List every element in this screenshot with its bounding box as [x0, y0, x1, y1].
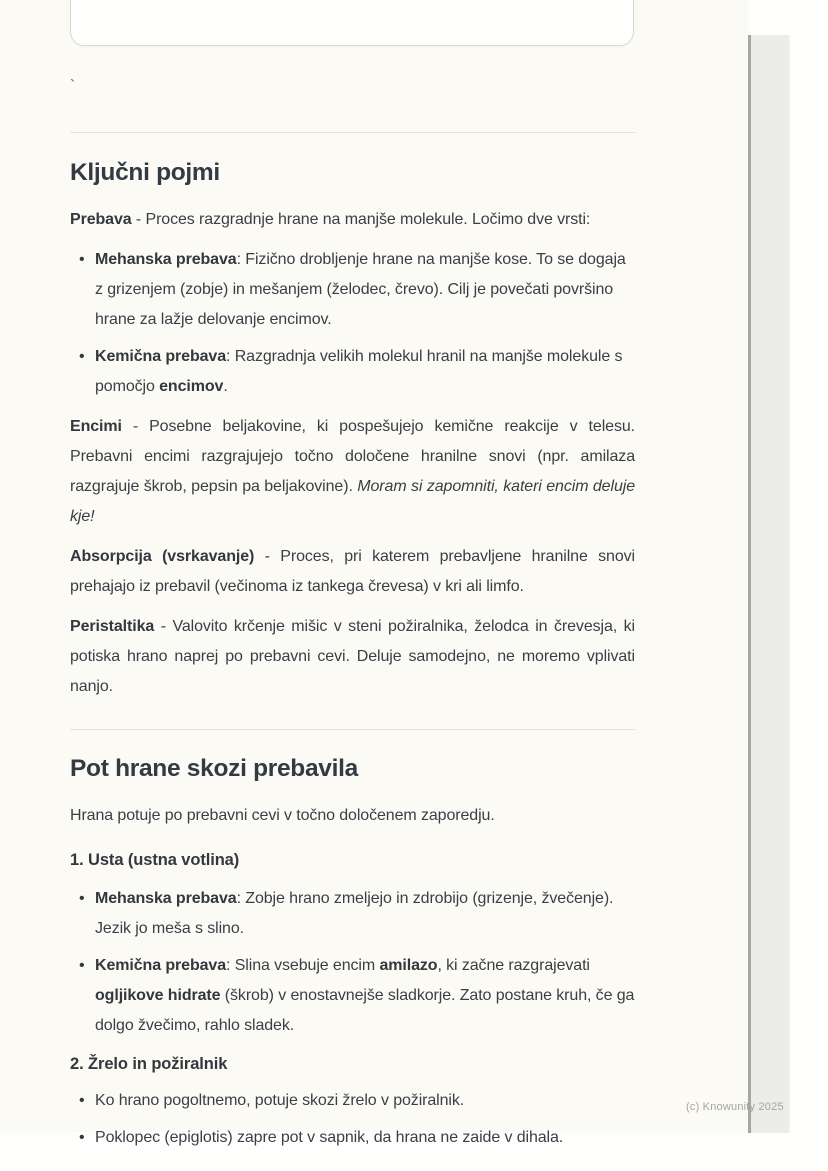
term-absorpcija: Absorpcija (vsrkavanje) — [70, 548, 255, 565]
usta-bullet-list — [70, 884, 635, 1041]
paragraph-prebava — [70, 205, 635, 235]
section-title-key-terms: Ključni pojmi — [70, 159, 220, 186]
term-encimov: encimov — [159, 378, 224, 395]
term-ogljikove-hidrate: ogljikove hidrate — [95, 987, 221, 1004]
watermark-text: (c) Knowunity 2025 — [686, 1101, 784, 1113]
list-item-usta-kemicna — [70, 951, 635, 1041]
paragraph-peristaltika — [70, 612, 635, 702]
section-title-food-path: Pot hrane skozi prebavila — [70, 755, 358, 782]
page-content — [70, 0, 635, 1153]
paragraph-prebava-text: - Proces razgradnje hrane na manjše molekule. Ločimo dve vrsti: — [131, 211, 591, 228]
list-item-text: , ki začne razgrajevati — [437, 957, 590, 974]
section-divider-2 — [70, 729, 635, 730]
term-mehanska-prebava-2: Mehanska prebava — [95, 890, 237, 907]
key-terms-bullet-list — [70, 245, 635, 402]
paragraph-absorpcija-text: - Proces, pri katerem prebavljene hranilne snovi prehajajo iz prebavil (večinoma iz tankega črevesa) v kri ali limfo. — [70, 548, 635, 595]
term-encimi: Encimi — [70, 418, 122, 435]
paragraph-encimi-text: - Posebne beljakovine, ki pospešujejo kemične reakcije v telesu. Prebavni encimi razgrajujejo točno določene hranilne snovi (npr. amilaza razgrajuje škrob, pepsin pa beljakovine). — [70, 418, 635, 495]
section-divider-1 — [70, 132, 635, 133]
scrollbar[interactable] — [748, 35, 790, 1133]
list-item-text: : Razgradnja velikih molekul hranil na manjše molekule s pomočjo — [95, 348, 623, 395]
step-heading-usta: 1. Usta (ustna votlina) — [70, 851, 240, 869]
list-item-text: : Slina vsebuje encim — [226, 957, 380, 974]
paragraph-food-path-intro: Hrana potuje po prebavni cevi v točno določenem zaporedju. — [70, 807, 495, 824]
term-mehanska-prebava: Mehanska prebava — [95, 251, 237, 268]
list-item-text: : Fizično drobljenje hrane na manjše kose. To se dogaja z grizenjem (zobje) in mešanjem (želodec, črevo). Cilj je povečati površino hrane za lažje delovanje encimov. — [95, 251, 626, 328]
zrelo-bullet-list — [70, 1086, 635, 1153]
term-kemicna-prebava: Kemična prebava — [95, 348, 227, 365]
paragraph-encimi — [70, 412, 635, 532]
paragraph-peristaltika-text: - Valovito krčenje mišic v steni požiralnika, želodca in črevesja, ki potiska hrano naprej po prebavni cevi. Deluje samodejno, ne moremo vplivati nanjo. — [70, 618, 635, 695]
term-kemicna-prebava-2: Kemična prebava — [95, 957, 227, 974]
list-item-kemicna-prebava — [70, 342, 635, 402]
paragraph-absorpcija — [70, 542, 635, 602]
list-item-usta-mehanska — [70, 884, 635, 944]
list-item-text: : Zobje hrano zmeljejo in zdrobijo (grizenje, žvečenje). Jezik jo meša s slino. — [95, 890, 614, 937]
list-item-poklopec: • Poklopec (epiglotis) zapre pot v sapnik, da hrana ne zaide v dihala. — [70, 1123, 635, 1153]
list-item-pogoltnemo: • Ko hrano pogoltnemo, potuje skozi žrelo v požiralnik. — [70, 1086, 635, 1116]
term-peristaltika: Peristaltika — [70, 618, 155, 635]
stray-backtick: ` — [70, 77, 75, 94]
step-heading-zrelo: 2. Žrelo in požiralnik — [70, 1055, 228, 1073]
list-item-text-end: . — [223, 378, 228, 395]
list-item-mehanska-prebava — [70, 245, 635, 335]
term-amilazo: amilazo — [379, 957, 438, 974]
list-item-text: (škrob) v enostavnejše sladkorje. Zato postane kruh, če ga dolgo žvečimo, rahlo sladek. — [95, 987, 635, 1034]
note-italic-encim: Moram si zapomniti, kateri encim deluje kje! — [70, 478, 635, 525]
term-prebava: Prebava — [70, 211, 132, 228]
